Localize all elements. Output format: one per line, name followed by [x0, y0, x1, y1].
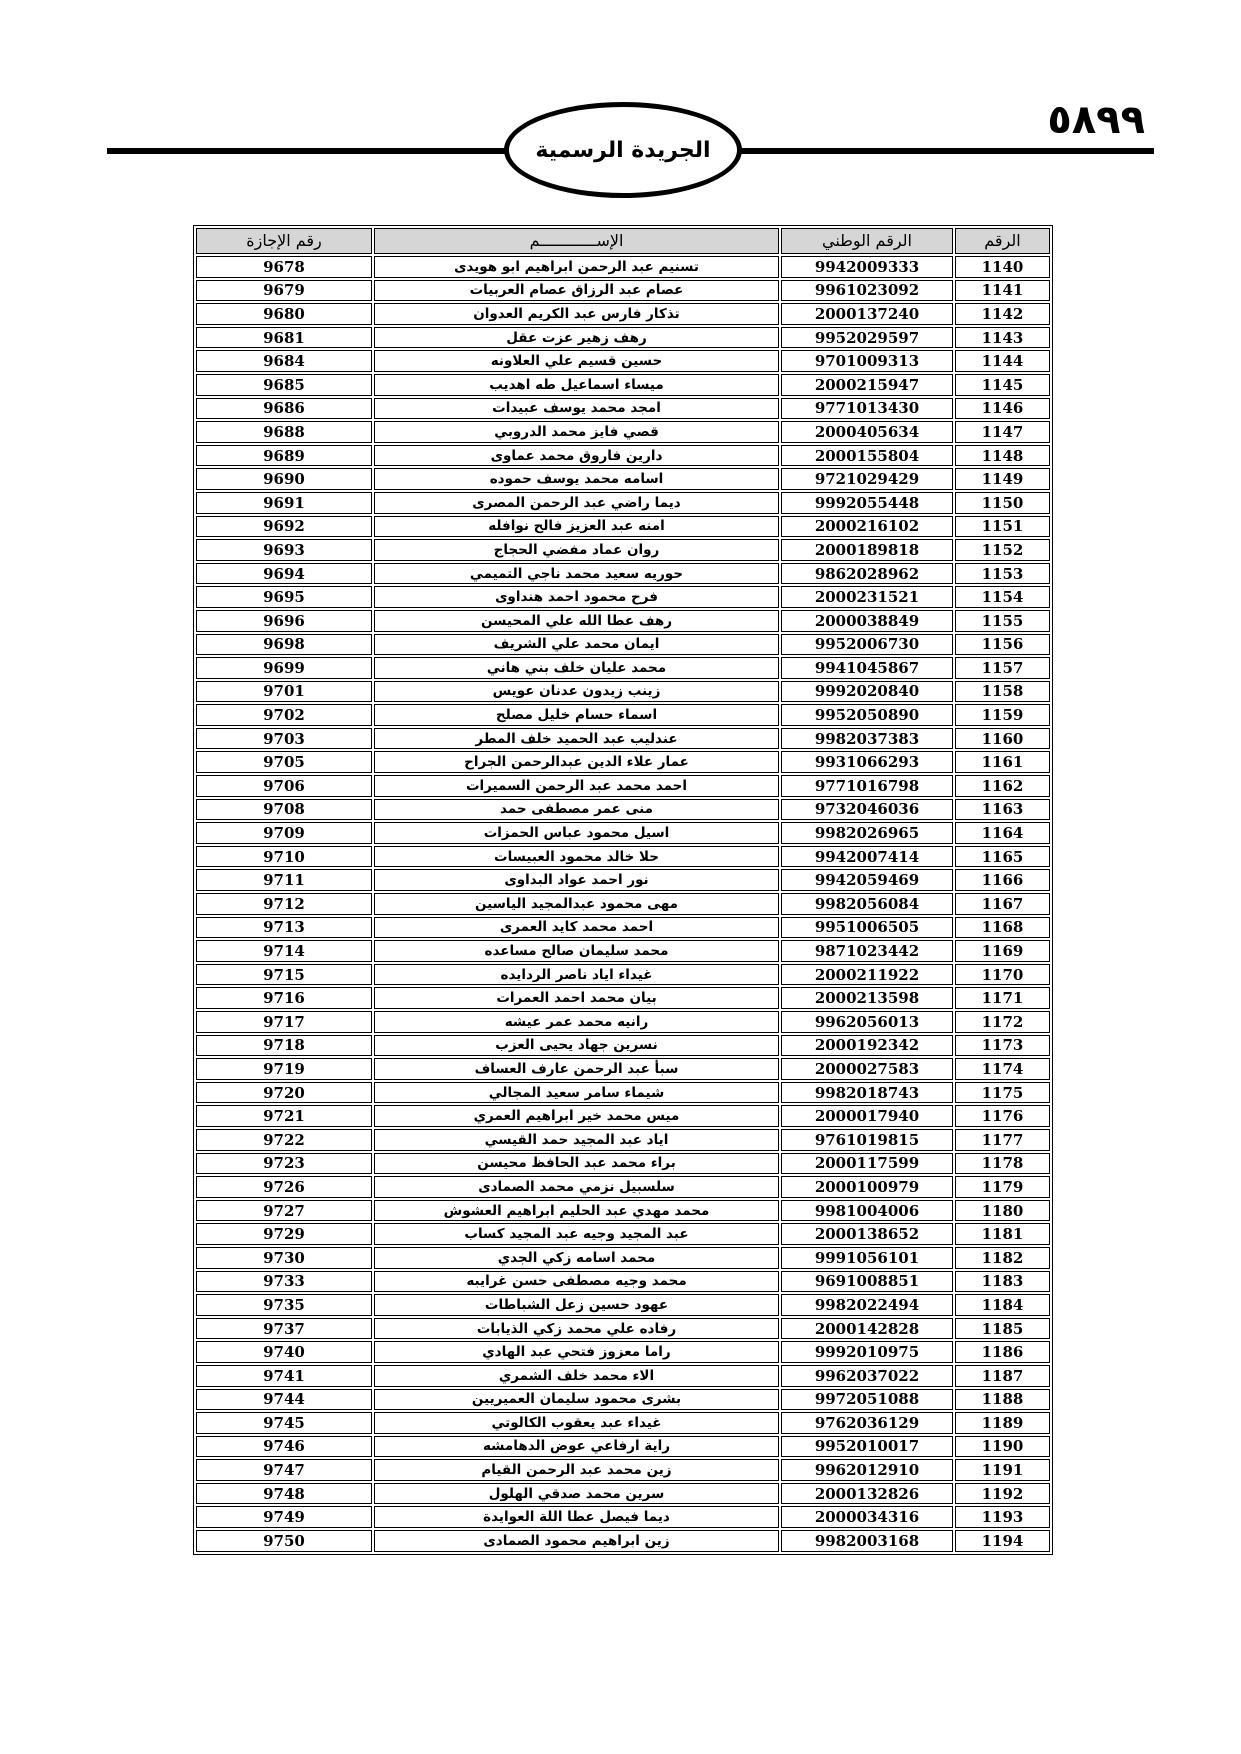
cell-name: راما معزوز فتحي عبد الهادي [374, 1341, 779, 1363]
cell-name: اسامه محمد يوسف حموده [374, 468, 779, 490]
column-header-name: الإســــــــــــم [374, 228, 779, 254]
table-row [196, 398, 1050, 420]
cell-name: ديما فيصل عطا اللة العوايدة [374, 1506, 779, 1528]
cell-license: 9680 [196, 303, 372, 325]
cell-national-id: 9862028962 [781, 563, 953, 585]
cell-license: 9705 [196, 751, 372, 773]
cell-national-id: 9952029597 [781, 327, 953, 349]
table-row [196, 1530, 1050, 1552]
table-row [196, 822, 1050, 844]
cell-national-id: 2000137240 [781, 303, 953, 325]
cell-name: سلسبيل نزمي محمد الصمادى [374, 1176, 779, 1198]
table-row [196, 893, 1050, 915]
cell-name: حلا خالد محمود العبيسات [374, 846, 779, 868]
cell-license: 9718 [196, 1035, 372, 1057]
cell-license: 9698 [196, 634, 372, 656]
cell-name: غيداء اياد ناصر الردايده [374, 964, 779, 986]
cell-national-id: 9961023092 [781, 280, 953, 302]
table-row [196, 1058, 1050, 1080]
cell-name: فرح محمود احمد هنداوى [374, 586, 779, 608]
table-body [196, 256, 1050, 1552]
page-number: ٥٨٩٩ [1047, 97, 1145, 143]
cell-serial: 1142 [955, 303, 1050, 325]
cell-license: 9699 [196, 657, 372, 679]
cell-national-id: 9972051088 [781, 1389, 953, 1411]
cell-serial: 1175 [955, 1082, 1050, 1104]
cell-national-id: 9951006505 [781, 917, 953, 939]
cell-national-id: 9931066293 [781, 751, 953, 773]
cell-license: 9749 [196, 1506, 372, 1528]
cell-national-id: 2000100979 [781, 1176, 953, 1198]
cell-license: 9747 [196, 1459, 372, 1481]
cell-name: اسيل محمود عباس الحمزات [374, 822, 779, 844]
cell-national-id: 2000038849 [781, 610, 953, 632]
cell-serial: 1145 [955, 374, 1050, 396]
cell-national-id: 9962012910 [781, 1459, 953, 1481]
table-row [196, 1294, 1050, 1316]
cell-serial: 1166 [955, 869, 1050, 891]
cell-serial: 1170 [955, 964, 1050, 986]
cell-license: 9714 [196, 940, 372, 962]
cell-national-id: 2000231521 [781, 586, 953, 608]
cell-national-id: 9942059469 [781, 869, 953, 891]
cell-name: عندليب عبد الحميد خلف المطر [374, 728, 779, 750]
cell-license: 9741 [196, 1365, 372, 1387]
cell-national-id: 9701009313 [781, 350, 953, 372]
cell-national-id: 2000216102 [781, 516, 953, 538]
table-row [196, 374, 1050, 396]
cell-serial: 1190 [955, 1436, 1050, 1458]
cell-serial: 1144 [955, 350, 1050, 372]
cell-license: 9703 [196, 728, 372, 750]
cell-license: 9709 [196, 822, 372, 844]
cell-serial: 1152 [955, 539, 1050, 561]
table-row [196, 468, 1050, 490]
cell-name: نور احمد عواد البداوى [374, 869, 779, 891]
cell-license: 9701 [196, 681, 372, 703]
table-row [196, 799, 1050, 821]
cell-license: 9688 [196, 421, 372, 443]
table-row [196, 492, 1050, 514]
table-row [196, 421, 1050, 443]
cell-national-id: 9762036129 [781, 1412, 953, 1434]
cell-national-id: 9721029429 [781, 468, 953, 490]
table-row [196, 1459, 1050, 1481]
table-row [196, 1483, 1050, 1505]
cell-serial: 1143 [955, 327, 1050, 349]
cell-name: رفاده علي محمد زكي الذيابات [374, 1318, 779, 1340]
cell-serial: 1165 [955, 846, 1050, 868]
table-row [196, 940, 1050, 962]
cell-name: احمد محمد كايد العمرى [374, 917, 779, 939]
cell-serial: 1178 [955, 1153, 1050, 1175]
cell-name: زينب زيدون عدنان عويس [374, 681, 779, 703]
cell-name: بيان محمد احمد العمرات [374, 987, 779, 1009]
cell-national-id: 9952050890 [781, 704, 953, 726]
cell-name: دارين فاروق محمد عماوى [374, 445, 779, 467]
cell-name: نسرين جهاد يحيى العزب [374, 1035, 779, 1057]
table-row [196, 1223, 1050, 1245]
table-row [196, 1011, 1050, 1033]
cell-national-id: 9761019815 [781, 1129, 953, 1151]
cell-national-id: 9991056101 [781, 1247, 953, 1269]
table-row [196, 657, 1050, 679]
table-row [196, 1436, 1050, 1458]
cell-national-id: 9941045867 [781, 657, 953, 679]
cell-national-id: 2000017940 [781, 1105, 953, 1127]
cell-name: محمد سليمان صالح مساعده [374, 940, 779, 962]
cell-serial: 1158 [955, 681, 1050, 703]
cell-name: قصي فايز محمد الدروبي [374, 421, 779, 443]
table-row [196, 1247, 1050, 1269]
cell-serial: 1172 [955, 1011, 1050, 1033]
cell-license: 9711 [196, 869, 372, 891]
cell-name: غيداء عبد يعقوب الكالوتي [374, 1412, 779, 1434]
cell-serial: 1151 [955, 516, 1050, 538]
cell-national-id: 9962037022 [781, 1365, 953, 1387]
table-row [196, 256, 1050, 278]
cell-serial: 1168 [955, 917, 1050, 939]
cell-serial: 1181 [955, 1223, 1050, 1245]
cell-name: محمد اسامه زكي الجدي [374, 1247, 779, 1269]
table-row [196, 539, 1050, 561]
table-row [196, 728, 1050, 750]
cell-national-id: 9732046036 [781, 799, 953, 821]
cell-name: منى عمر مصطفى حمد [374, 799, 779, 821]
cell-license: 9681 [196, 327, 372, 349]
cell-name: امجد محمد يوسف عبيدات [374, 398, 779, 420]
table-row [196, 327, 1050, 349]
cell-national-id: 9992020840 [781, 681, 953, 703]
table-row [196, 681, 1050, 703]
cell-name: بشرى محمود سليمان العميريين [374, 1389, 779, 1411]
cell-name: عصام عبد الرزاق عصام العربيات [374, 280, 779, 302]
cell-national-id: 2000405634 [781, 421, 953, 443]
cell-license: 9694 [196, 563, 372, 585]
cell-name: محمد مهدي عبد الحليم ابراهيم العشوش [374, 1200, 779, 1222]
cell-national-id: 9982003168 [781, 1530, 953, 1552]
cell-name: تذكار فارس عبد الكريم العدوان [374, 303, 779, 325]
cell-license: 9722 [196, 1129, 372, 1151]
roster-table-wrapper [193, 225, 1051, 1555]
cell-serial: 1194 [955, 1530, 1050, 1552]
cell-name: رهف عطا الله علي المحيسن [374, 610, 779, 632]
cell-license: 9729 [196, 1223, 372, 1245]
cell-name: حسين قسيم علي العلاونه [374, 350, 779, 372]
table-row [196, 1082, 1050, 1104]
table-row [196, 917, 1050, 939]
cell-serial: 1150 [955, 492, 1050, 514]
cell-serial: 1156 [955, 634, 1050, 656]
cell-license: 9730 [196, 1247, 372, 1269]
cell-license: 9735 [196, 1294, 372, 1316]
cell-serial: 1174 [955, 1058, 1050, 1080]
cell-license: 9717 [196, 1011, 372, 1033]
cell-license: 9689 [196, 445, 372, 467]
cell-national-id: 2000138652 [781, 1223, 953, 1245]
cell-serial: 1171 [955, 987, 1050, 1009]
cell-license: 9716 [196, 987, 372, 1009]
cell-license: 9726 [196, 1176, 372, 1198]
table-row [196, 987, 1050, 1009]
cell-national-id: 9982022494 [781, 1294, 953, 1316]
cell-national-id: 2000142828 [781, 1318, 953, 1340]
cell-license: 9712 [196, 893, 372, 915]
cell-license: 9748 [196, 1483, 372, 1505]
cell-license: 9684 [196, 350, 372, 372]
cell-national-id: 9992055448 [781, 492, 953, 514]
roster-table [193, 225, 1053, 1555]
cell-license: 9750 [196, 1530, 372, 1552]
cell-name: ميساء اسماعيل طه اهديب [374, 374, 779, 396]
cell-serial: 1176 [955, 1105, 1050, 1127]
table-row [196, 751, 1050, 773]
cell-serial: 1187 [955, 1365, 1050, 1387]
cell-serial: 1177 [955, 1129, 1050, 1151]
cell-name: احمد محمد عبد الرحمن السميرات [374, 775, 779, 797]
cell-national-id: 2000132826 [781, 1483, 953, 1505]
table-row [196, 610, 1050, 632]
cell-serial: 1153 [955, 563, 1050, 585]
cell-national-id: 2000213598 [781, 987, 953, 1009]
cell-serial: 1169 [955, 940, 1050, 962]
cell-name: حوريه سعيد محمد ناجي التميمي [374, 563, 779, 585]
cell-serial: 1155 [955, 610, 1050, 632]
cell-national-id: 9952006730 [781, 634, 953, 656]
column-header-license: رقم الإجازة [196, 228, 372, 254]
cell-license: 9695 [196, 586, 372, 608]
cell-national-id: 9982056084 [781, 893, 953, 915]
cell-name: ميس محمد خير ابراهيم العمري [374, 1105, 779, 1127]
cell-license: 9723 [196, 1153, 372, 1175]
cell-name: زين ابراهيم محمود الصمادى [374, 1530, 779, 1552]
cell-license: 9745 [196, 1412, 372, 1434]
cell-license: 9733 [196, 1271, 372, 1293]
cell-serial: 1163 [955, 799, 1050, 821]
table-header-row [196, 228, 1050, 254]
table-row [196, 964, 1050, 986]
table-row [196, 1389, 1050, 1411]
cell-national-id: 2000155804 [781, 445, 953, 467]
cell-name: ايمان محمد علي الشريف [374, 634, 779, 656]
cell-name: سبأ عبد الرحمن عارف العساف [374, 1058, 779, 1080]
cell-license: 9713 [196, 917, 372, 939]
cell-name: اسماء حسام خليل مصلح [374, 704, 779, 726]
cell-serial: 1184 [955, 1294, 1050, 1316]
cell-serial: 1191 [955, 1459, 1050, 1481]
cell-license: 9696 [196, 610, 372, 632]
table-row [196, 1035, 1050, 1057]
table-row [196, 1412, 1050, 1434]
table-row [196, 1105, 1050, 1127]
cell-serial: 1160 [955, 728, 1050, 750]
cell-name: مهى محمود عبدالمجيد الياسين [374, 893, 779, 915]
cell-name: امنه عبد العزيز فالح نوافله [374, 516, 779, 538]
cell-serial: 1193 [955, 1506, 1050, 1528]
cell-serial: 1147 [955, 421, 1050, 443]
cell-license: 9721 [196, 1105, 372, 1127]
cell-national-id: 9981004006 [781, 1200, 953, 1222]
cell-serial: 1161 [955, 751, 1050, 773]
cell-license: 9708 [196, 799, 372, 821]
cell-serial: 1183 [955, 1271, 1050, 1293]
table-row [196, 704, 1050, 726]
cell-serial: 1185 [955, 1318, 1050, 1340]
table-row [196, 303, 1050, 325]
cell-serial: 1192 [955, 1483, 1050, 1505]
cell-license: 9691 [196, 492, 372, 514]
cell-national-id: 9982026965 [781, 822, 953, 844]
cell-serial: 1182 [955, 1247, 1050, 1269]
cell-license: 9744 [196, 1389, 372, 1411]
cell-serial: 1154 [955, 586, 1050, 608]
table-row [196, 445, 1050, 467]
cell-name: محمد عليان خلف بني هاني [374, 657, 779, 679]
table-row [196, 775, 1050, 797]
table-row [196, 846, 1050, 868]
cell-serial: 1173 [955, 1035, 1050, 1057]
cell-license: 9678 [196, 256, 372, 278]
cell-license: 9746 [196, 1436, 372, 1458]
table-row [196, 280, 1050, 302]
column-header-serial: الرقم [955, 228, 1050, 254]
cell-name: راية ارفاعي عوض الدهامشه [374, 1436, 779, 1458]
table-row [196, 1365, 1050, 1387]
table-row [196, 586, 1050, 608]
cell-serial: 1140 [955, 256, 1050, 278]
cell-national-id: 9771013430 [781, 398, 953, 420]
cell-name: شيماء سامر سعيد المجالي [374, 1082, 779, 1104]
cell-name: براء محمد عبد الحافظ محيسن [374, 1153, 779, 1175]
cell-name: روان عماد مفضي الحجاج [374, 539, 779, 561]
cell-name: محمد وجيه مصطفى حسن غرايبه [374, 1271, 779, 1293]
cell-national-id: 9771016798 [781, 775, 953, 797]
cell-serial: 1157 [955, 657, 1050, 679]
cell-national-id: 9691008851 [781, 1271, 953, 1293]
cell-name: اياد عبد المجيد حمد القيسي [374, 1129, 779, 1151]
header-oval [504, 102, 742, 198]
cell-national-id: 9982018743 [781, 1082, 953, 1104]
cell-license: 9690 [196, 468, 372, 490]
cell-national-id: 9952010017 [781, 1436, 953, 1458]
cell-license: 9727 [196, 1200, 372, 1222]
cell-serial: 1186 [955, 1341, 1050, 1363]
cell-name: ديما راضي عبد الرحمن المصرى [374, 492, 779, 514]
table-row [196, 516, 1050, 538]
cell-national-id: 2000192342 [781, 1035, 953, 1057]
cell-license: 9706 [196, 775, 372, 797]
cell-license: 9740 [196, 1341, 372, 1363]
cell-license: 9686 [196, 398, 372, 420]
table-row [196, 1271, 1050, 1293]
cell-license: 9692 [196, 516, 372, 538]
cell-serial: 1149 [955, 468, 1050, 490]
cell-name: الاء محمد خلف الشمري [374, 1365, 779, 1387]
cell-national-id: 2000027583 [781, 1058, 953, 1080]
table-row [196, 1176, 1050, 1198]
cell-national-id: 9992010975 [781, 1341, 953, 1363]
cell-license: 9702 [196, 704, 372, 726]
cell-serial: 1189 [955, 1412, 1050, 1434]
cell-national-id: 9982037383 [781, 728, 953, 750]
cell-name: عبد المجيد وجيه عبد المجيد كساب [374, 1223, 779, 1245]
cell-national-id: 2000215947 [781, 374, 953, 396]
cell-name: تسنيم عبد الرحمن ابراهيم ابو هويدى [374, 256, 779, 278]
cell-serial: 1180 [955, 1200, 1050, 1222]
cell-name: زين محمد عبد الرحمن القيام [374, 1459, 779, 1481]
cell-name: رانيه محمد عمر عيشه [374, 1011, 779, 1033]
table-row [196, 1341, 1050, 1363]
table-row [196, 350, 1050, 372]
cell-serial: 1164 [955, 822, 1050, 844]
cell-license: 9737 [196, 1318, 372, 1340]
cell-license: 9719 [196, 1058, 372, 1080]
cell-national-id: 2000211922 [781, 964, 953, 986]
table-row [196, 634, 1050, 656]
cell-serial: 1146 [955, 398, 1050, 420]
cell-national-id: 2000189818 [781, 539, 953, 561]
table-row [196, 1506, 1050, 1528]
cell-serial: 1141 [955, 280, 1050, 302]
cell-license: 9710 [196, 846, 372, 868]
cell-license: 9693 [196, 539, 372, 561]
cell-serial: 1188 [955, 1389, 1050, 1411]
cell-national-id: 9942007414 [781, 846, 953, 868]
column-header-national-id: الرقم الوطني [781, 228, 953, 254]
cell-national-id: 9942009333 [781, 256, 953, 278]
cell-serial: 1148 [955, 445, 1050, 467]
cell-serial: 1162 [955, 775, 1050, 797]
cell-national-id: 9871023442 [781, 940, 953, 962]
cell-national-id: 2000034316 [781, 1506, 953, 1528]
cell-serial: 1159 [955, 704, 1050, 726]
cell-name: عهود حسين زعل الشباطات [374, 1294, 779, 1316]
table-row [196, 869, 1050, 891]
cell-name: سرين محمد صدقي الهلول [374, 1483, 779, 1505]
cell-license: 9685 [196, 374, 372, 396]
cell-name: عمار علاء الدين عبدالرحمن الجراح [374, 751, 779, 773]
table-row [196, 563, 1050, 585]
cell-national-id: 2000117599 [781, 1153, 953, 1175]
cell-license: 9679 [196, 280, 372, 302]
cell-national-id: 9962056013 [781, 1011, 953, 1033]
table-row [196, 1318, 1050, 1340]
table-row [196, 1200, 1050, 1222]
cell-serial: 1179 [955, 1176, 1050, 1198]
table-row [196, 1153, 1050, 1175]
cell-license: 9720 [196, 1082, 372, 1104]
cell-serial: 1167 [955, 893, 1050, 915]
gazette-title: الجريدة الرسمية [535, 137, 711, 163]
cell-name: رهف زهير عزت عقل [374, 327, 779, 349]
table-row [196, 1129, 1050, 1151]
cell-license: 9715 [196, 964, 372, 986]
